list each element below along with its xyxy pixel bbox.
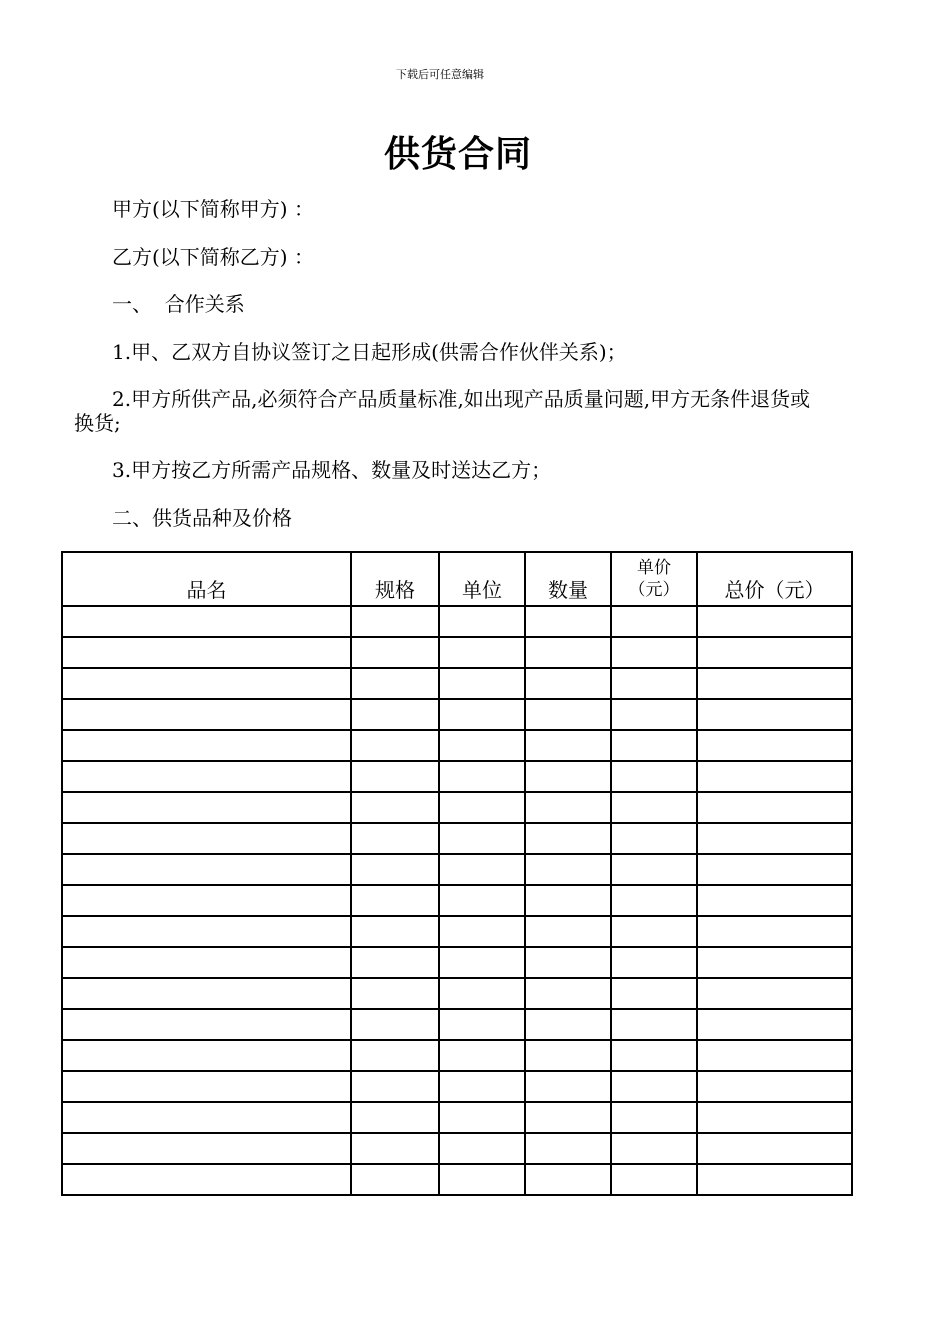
cell-unit: [439, 761, 525, 792]
cell-product-name: [62, 668, 351, 699]
table-row: [62, 978, 852, 1009]
table-row: [62, 637, 852, 668]
party-a-line: 甲方(以下简称甲方) ：: [112, 197, 314, 221]
cell-total-price: [697, 1133, 852, 1164]
cell-unit-price: [611, 1164, 697, 1195]
table-row: [62, 606, 852, 637]
table-row: [62, 916, 852, 947]
cell-unit: [439, 947, 525, 978]
cell-unit: [439, 1133, 525, 1164]
table-row: [62, 1071, 852, 1102]
cell-total-price: [697, 1071, 852, 1102]
cell-unit-price: [611, 792, 697, 823]
cell-spec: [351, 792, 439, 823]
table-row: [62, 1040, 852, 1071]
goods-price-table: [61, 551, 853, 1196]
cell-quantity: [525, 823, 611, 854]
cell-spec: [351, 730, 439, 761]
cell-quantity: [525, 1009, 611, 1040]
cell-unit-price: [611, 637, 697, 668]
table-row: [62, 885, 852, 916]
header-unit: 单位: [439, 552, 525, 606]
cell-unit-price: [611, 761, 697, 792]
table-header-row: [62, 552, 852, 606]
cell-quantity: [525, 606, 611, 637]
cell-product-name: [62, 699, 351, 730]
cell-total-price: [697, 761, 852, 792]
cell-product-name: [62, 637, 351, 668]
cell-unit: [439, 916, 525, 947]
cell-unit-price: [611, 1071, 697, 1102]
cell-product-name: [62, 916, 351, 947]
cell-quantity: [525, 978, 611, 1009]
clause-item-2: 2.甲方所供产品,必须符合产品质量标准,如出现产品质量问题,甲方无条件退货或换货;: [74, 387, 811, 435]
cell-unit: [439, 823, 525, 854]
cell-unit: [439, 1102, 525, 1133]
cell-unit-price: [611, 699, 697, 730]
document-title: 供货合同: [383, 134, 532, 175]
cell-product-name: [62, 761, 351, 792]
table-row: [62, 730, 852, 761]
cell-quantity: [525, 1164, 611, 1195]
cell-spec: [351, 885, 439, 916]
cell-spec: [351, 1102, 439, 1133]
cell-product-name: [62, 1133, 351, 1164]
cell-spec: [351, 1071, 439, 1102]
table-row: [62, 947, 852, 978]
cell-unit-price: [611, 978, 697, 1009]
cell-spec: [351, 637, 439, 668]
cell-product-name: [62, 606, 351, 637]
header-quantity: 数量: [525, 552, 611, 606]
cell-total-price: [697, 1040, 852, 1071]
cell-quantity: [525, 1071, 611, 1102]
cell-total-price: [697, 1009, 852, 1040]
cell-spec: [351, 978, 439, 1009]
cell-quantity: [525, 699, 611, 730]
cell-quantity: [525, 761, 611, 792]
cell-quantity: [525, 792, 611, 823]
cell-quantity: [525, 885, 611, 916]
cell-spec: [351, 668, 439, 699]
clause-item-1: 1.甲、乙双方自协议签订之日起形成(供需合作伙伴关系)；: [112, 340, 627, 364]
cell-unit: [439, 1040, 525, 1071]
clause-item-3: 3.甲方按乙方所需产品规格、数量及时送达乙方；: [112, 458, 552, 482]
cell-quantity: [525, 1102, 611, 1133]
cell-spec: [351, 1164, 439, 1195]
table-row: [62, 761, 852, 792]
cell-quantity: [525, 637, 611, 668]
cell-unit-price: [611, 854, 697, 885]
cell-unit-price: [611, 885, 697, 916]
cell-quantity: [525, 947, 611, 978]
cell-unit: [439, 792, 525, 823]
cell-spec: [351, 1040, 439, 1071]
cell-spec: [351, 916, 439, 947]
cell-total-price: [697, 668, 852, 699]
header-unit-price-line2: （元）: [628, 580, 680, 600]
cell-unit-price: [611, 668, 697, 699]
cell-product-name: [62, 854, 351, 885]
cell-total-price: [697, 637, 852, 668]
cell-unit: [439, 668, 525, 699]
cell-unit: [439, 1009, 525, 1040]
cell-spec: [351, 1133, 439, 1164]
cell-unit-price: [611, 1040, 697, 1071]
header-unit-price: [611, 552, 697, 606]
cell-total-price: [697, 823, 852, 854]
cell-unit: [439, 1164, 525, 1195]
cell-total-price: [697, 1102, 852, 1133]
header-note: 下载后可任意编辑: [396, 68, 484, 81]
table-row: [62, 1133, 852, 1164]
cell-product-name: [62, 885, 351, 916]
cell-unit: [439, 606, 525, 637]
cell-spec: [351, 606, 439, 637]
cell-quantity: [525, 668, 611, 699]
cell-product-name: [62, 1102, 351, 1133]
header-unit-price-line1: 单价: [637, 558, 671, 578]
cell-product-name: [62, 792, 351, 823]
cell-total-price: [697, 606, 852, 637]
cell-unit-price: [611, 823, 697, 854]
cell-unit-price: [611, 730, 697, 761]
cell-product-name: [62, 823, 351, 854]
cell-unit: [439, 637, 525, 668]
cell-unit-price: [611, 947, 697, 978]
cell-spec: [351, 1009, 439, 1040]
cell-unit: [439, 978, 525, 1009]
cell-spec: [351, 699, 439, 730]
cell-unit: [439, 699, 525, 730]
cell-quantity: [525, 730, 611, 761]
header-spec: 规格: [351, 552, 439, 606]
section1-heading: 一、 合作关系: [112, 292, 245, 316]
header-total-price: 总价（元）: [697, 552, 852, 606]
table-row: [62, 792, 852, 823]
cell-total-price: [697, 730, 852, 761]
cell-quantity: [525, 1133, 611, 1164]
cell-total-price: [697, 792, 852, 823]
cell-unit-price: [611, 916, 697, 947]
cell-unit-price: [611, 1133, 697, 1164]
table-row: [62, 823, 852, 854]
cell-product-name: [62, 947, 351, 978]
cell-total-price: [697, 885, 852, 916]
cell-spec: [351, 823, 439, 854]
table-row: [62, 854, 852, 885]
section2-heading: 二、供货品种及价格: [112, 506, 292, 530]
cell-product-name: [62, 978, 351, 1009]
cell-spec: [351, 854, 439, 885]
cell-unit-price: [611, 1102, 697, 1133]
header-product-name: 品名: [62, 552, 351, 606]
cell-product-name: [62, 1009, 351, 1040]
cell-product-name: [62, 1071, 351, 1102]
cell-total-price: [697, 947, 852, 978]
cell-product-name: [62, 1040, 351, 1071]
cell-total-price: [697, 1164, 852, 1195]
cell-quantity: [525, 1040, 611, 1071]
table-row: [62, 668, 852, 699]
cell-total-price: [697, 699, 852, 730]
cell-quantity: [525, 854, 611, 885]
cell-unit: [439, 1071, 525, 1102]
cell-spec: [351, 761, 439, 792]
cell-unit: [439, 854, 525, 885]
cell-spec: [351, 947, 439, 978]
table-row: [62, 699, 852, 730]
cell-unit: [439, 885, 525, 916]
cell-unit: [439, 730, 525, 761]
table-row: [62, 1102, 852, 1133]
cell-product-name: [62, 1164, 351, 1195]
cell-unit-price: [611, 606, 697, 637]
table-row: [62, 1009, 852, 1040]
cell-total-price: [697, 916, 852, 947]
cell-total-price: [697, 854, 852, 885]
table-body: [62, 606, 852, 1195]
table-row: [62, 1164, 852, 1195]
cell-unit-price: [611, 1009, 697, 1040]
party-b-line: 乙方(以下简称乙方) ：: [112, 245, 314, 269]
cell-quantity: [525, 916, 611, 947]
cell-product-name: [62, 730, 351, 761]
cell-total-price: [697, 978, 852, 1009]
